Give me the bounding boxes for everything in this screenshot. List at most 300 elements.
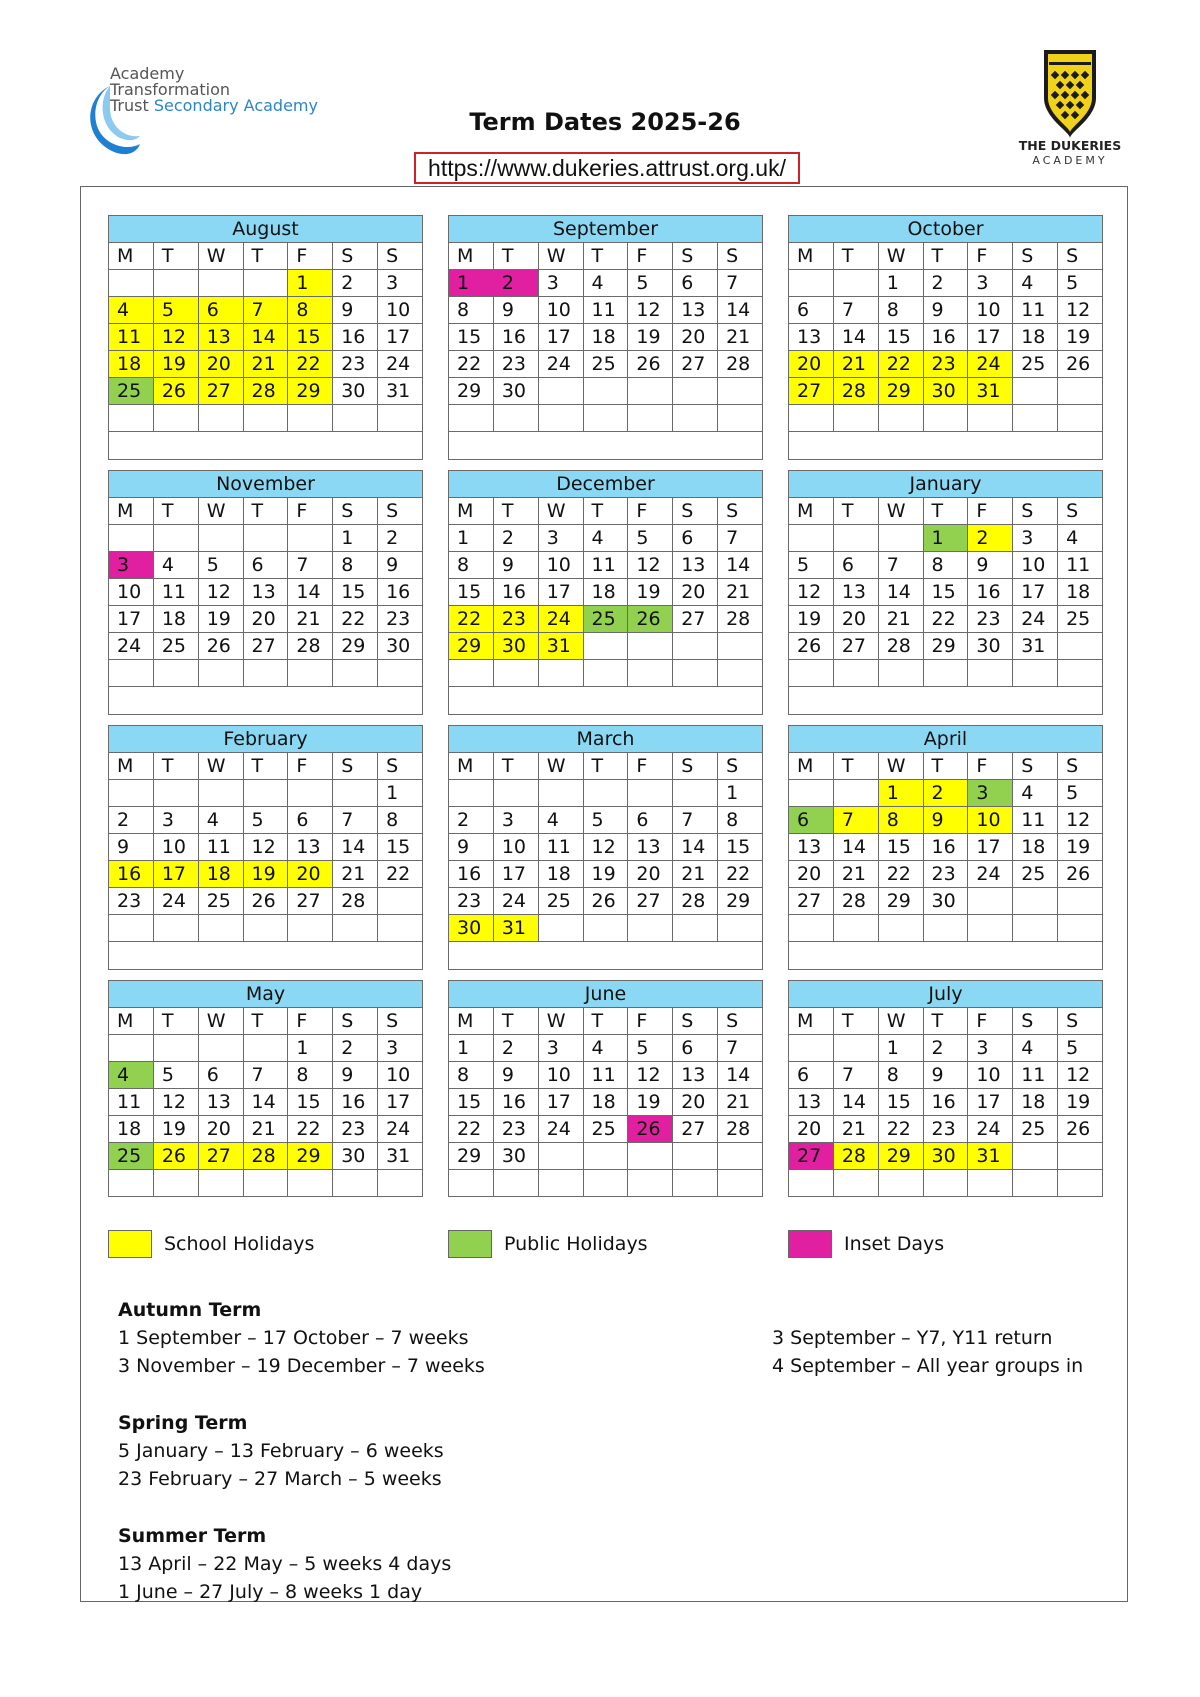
logo-line-2: Transformation	[110, 80, 231, 99]
day-cell: 2	[968, 525, 1013, 552]
day-cell: 24	[1013, 606, 1058, 633]
day-cell: 25	[1013, 351, 1058, 378]
day-cell: 17	[968, 1089, 1013, 1116]
day-cell: 15	[923, 579, 968, 606]
day-cell: 29	[878, 888, 923, 915]
legend-swatch-public	[448, 1230, 492, 1258]
weekday-header: W	[538, 498, 583, 525]
empty-cell	[109, 915, 154, 942]
empty-cell	[968, 660, 1013, 687]
day-cell: 25	[583, 1116, 628, 1143]
day-cell: 16	[449, 861, 494, 888]
day-cell: 20	[789, 351, 834, 378]
day-cell: 3	[109, 552, 154, 579]
day-cell: 21	[833, 1116, 878, 1143]
day-cell: 5	[583, 807, 628, 834]
day-cell: 22	[718, 861, 763, 888]
empty-cell	[153, 660, 198, 687]
day-cell: 2	[333, 1035, 378, 1062]
empty-cell	[153, 525, 198, 552]
day-cell: 7	[333, 807, 378, 834]
weekday-header: M	[789, 498, 834, 525]
weekday-header: M	[449, 1008, 494, 1035]
day-cell: 22	[449, 351, 494, 378]
day-cell: 31	[538, 633, 583, 660]
weekday-header: T	[583, 498, 628, 525]
empty-cell	[878, 660, 923, 687]
day-cell: 1	[878, 1035, 923, 1062]
empty-cell	[153, 270, 198, 297]
empty-cell	[583, 1170, 628, 1197]
day-cell: 29	[449, 378, 494, 405]
month-march	[448, 725, 763, 970]
month-table	[108, 980, 423, 1197]
day-cell: 9	[333, 297, 378, 324]
empty-cell	[789, 1035, 834, 1062]
weekday-header: S	[378, 1008, 423, 1035]
day-cell: 2	[493, 270, 538, 297]
day-cell: 5	[1058, 1035, 1103, 1062]
day-cell: 14	[243, 324, 288, 351]
month-table	[108, 215, 423, 460]
day-cell: 5	[628, 270, 673, 297]
empty-cell	[1058, 660, 1103, 687]
day-cell: 13	[288, 834, 333, 861]
spacer-row	[449, 942, 763, 970]
summer-term-heading: Summer Term	[118, 1525, 267, 1547]
empty-cell	[243, 1170, 288, 1197]
day-cell: 19	[628, 324, 673, 351]
day-cell: 16	[923, 834, 968, 861]
month-table	[448, 470, 763, 715]
day-cell: 1	[288, 1035, 333, 1062]
day-cell: 3	[378, 1035, 423, 1062]
empty-cell	[198, 405, 243, 432]
day-cell: 7	[718, 270, 763, 297]
day-cell: 18	[198, 861, 243, 888]
weekday-header: W	[198, 1008, 243, 1035]
day-cell: 14	[878, 579, 923, 606]
weekday-header: F	[968, 243, 1013, 270]
summer-term-line-1: 13 April – 22 May – 5 weeks 4 days	[118, 1553, 452, 1575]
day-cell: 4	[1058, 525, 1103, 552]
empty-cell	[833, 270, 878, 297]
day-cell: 4	[583, 1035, 628, 1062]
month-table	[448, 725, 763, 970]
empty-cell	[198, 780, 243, 807]
day-cell: 31	[968, 378, 1013, 405]
day-cell: 9	[923, 807, 968, 834]
day-cell: 4	[583, 525, 628, 552]
empty-cell	[718, 405, 763, 432]
weekday-header: F	[628, 243, 673, 270]
day-cell: 27	[198, 378, 243, 405]
day-cell: 22	[449, 1116, 494, 1143]
empty-cell	[718, 633, 763, 660]
empty-cell	[833, 1035, 878, 1062]
empty-cell	[628, 660, 673, 687]
spacer-row	[109, 432, 423, 460]
day-cell: 15	[449, 324, 494, 351]
weekday-header: M	[109, 243, 154, 270]
day-cell: 19	[1058, 324, 1103, 351]
empty-cell	[378, 888, 423, 915]
weekday-header: S	[1013, 243, 1058, 270]
empty-cell	[198, 1035, 243, 1062]
school-url-link[interactable]: https://www.dukeries.attrust.org.uk/	[414, 152, 800, 184]
empty-cell	[493, 660, 538, 687]
day-cell: 27	[673, 1116, 718, 1143]
empty-cell	[288, 525, 333, 552]
day-cell: 17	[538, 324, 583, 351]
day-cell: 8	[288, 1062, 333, 1089]
month-january	[788, 470, 1103, 715]
day-cell: 13	[243, 579, 288, 606]
summer-term-line-2: 1 June – 27 July – 8 weeks 1 day	[118, 1581, 423, 1603]
empty-cell	[153, 405, 198, 432]
day-cell: 10	[493, 834, 538, 861]
day-cell: 26	[583, 888, 628, 915]
day-cell: 27	[673, 606, 718, 633]
day-cell: 28	[243, 1143, 288, 1170]
day-cell: 21	[243, 1116, 288, 1143]
weekday-header: M	[449, 243, 494, 270]
empty-cell	[288, 1170, 333, 1197]
day-cell: 21	[333, 861, 378, 888]
day-cell: 14	[673, 834, 718, 861]
empty-cell	[628, 1170, 673, 1197]
month-name: March	[449, 726, 763, 753]
weekday-header: T	[243, 498, 288, 525]
day-cell: 5	[153, 297, 198, 324]
day-cell: 9	[493, 297, 538, 324]
day-cell: 4	[153, 552, 198, 579]
empty-cell	[673, 1170, 718, 1197]
weekday-header: F	[628, 1008, 673, 1035]
autumn-term-heading: Autumn Term	[118, 1299, 262, 1321]
day-cell: 20	[673, 1089, 718, 1116]
empty-cell	[789, 525, 834, 552]
day-cell: 15	[333, 579, 378, 606]
crest-subtitle: ACADEMY	[1032, 154, 1108, 167]
day-cell: 26	[1058, 1116, 1103, 1143]
weekday-header: T	[493, 498, 538, 525]
day-cell: 12	[198, 579, 243, 606]
day-cell: 9	[923, 1062, 968, 1089]
day-cell: 12	[628, 1062, 673, 1089]
weekday-header: M	[449, 498, 494, 525]
empty-cell	[718, 378, 763, 405]
day-cell: 12	[789, 579, 834, 606]
day-cell: 4	[1013, 1035, 1058, 1062]
legend-label-school: School Holidays	[164, 1233, 315, 1255]
weekday-header: F	[968, 498, 1013, 525]
day-cell: 17	[538, 579, 583, 606]
month-may	[108, 980, 423, 1197]
day-cell: 21	[718, 1089, 763, 1116]
empty-cell	[673, 1143, 718, 1170]
empty-cell	[718, 1170, 763, 1197]
day-cell: 18	[1013, 1089, 1058, 1116]
day-cell: 11	[583, 1062, 628, 1089]
weekday-header: S	[1058, 243, 1103, 270]
day-cell: 21	[673, 861, 718, 888]
day-cell: 6	[789, 807, 834, 834]
day-cell: 5	[628, 525, 673, 552]
day-cell: 24	[538, 351, 583, 378]
empty-cell	[1058, 915, 1103, 942]
autumn-term-line-1: 1 September – 17 October – 7 weeks	[118, 1327, 469, 1349]
day-cell: 28	[673, 888, 718, 915]
day-cell: 12	[628, 552, 673, 579]
empty-cell	[968, 1170, 1013, 1197]
day-cell: 21	[718, 579, 763, 606]
day-cell: 28	[833, 378, 878, 405]
empty-cell	[153, 1035, 198, 1062]
day-cell: 29	[449, 1143, 494, 1170]
day-cell: 4	[109, 1062, 154, 1089]
empty-cell	[198, 270, 243, 297]
empty-cell	[1058, 378, 1103, 405]
empty-cell	[789, 780, 834, 807]
month-december	[448, 470, 763, 715]
empty-cell	[923, 660, 968, 687]
day-cell: 24	[378, 351, 423, 378]
day-cell: 9	[449, 834, 494, 861]
day-cell: 17	[378, 1089, 423, 1116]
day-cell: 31	[968, 1143, 1013, 1170]
empty-cell	[878, 915, 923, 942]
day-cell: 2	[449, 807, 494, 834]
day-cell: 29	[333, 633, 378, 660]
day-cell: 2	[493, 525, 538, 552]
day-cell: 3	[968, 270, 1013, 297]
day-cell: 16	[923, 324, 968, 351]
spacer-row	[109, 687, 423, 715]
day-cell: 7	[833, 1062, 878, 1089]
month-name: October	[789, 216, 1103, 243]
empty-cell	[923, 915, 968, 942]
day-cell: 6	[198, 297, 243, 324]
day-cell: 1	[378, 780, 423, 807]
month-table	[788, 980, 1103, 1197]
empty-cell	[333, 660, 378, 687]
day-cell: 11	[109, 324, 154, 351]
weekday-header: S	[718, 1008, 763, 1035]
empty-cell	[109, 1035, 154, 1062]
day-cell: 15	[878, 324, 923, 351]
spacer-row	[109, 942, 423, 970]
empty-cell	[789, 270, 834, 297]
day-cell: 30	[449, 915, 494, 942]
day-cell: 26	[153, 1143, 198, 1170]
weekday-header: W	[198, 243, 243, 270]
empty-cell	[628, 915, 673, 942]
empty-cell	[288, 915, 333, 942]
day-cell: 23	[923, 351, 968, 378]
day-cell: 10	[968, 1062, 1013, 1089]
empty-cell	[968, 915, 1013, 942]
weekday-header: T	[243, 243, 288, 270]
day-cell: 20	[673, 324, 718, 351]
day-cell: 12	[1058, 297, 1103, 324]
day-cell: 27	[789, 378, 834, 405]
empty-cell	[833, 780, 878, 807]
empty-cell	[718, 1143, 763, 1170]
month-june	[448, 980, 763, 1197]
weekday-header: T	[493, 753, 538, 780]
day-cell: 11	[583, 552, 628, 579]
day-cell: 5	[153, 1062, 198, 1089]
day-cell: 15	[288, 1089, 333, 1116]
empty-cell	[1058, 1170, 1103, 1197]
weekday-header: M	[789, 1008, 834, 1035]
weekday-header: T	[243, 1008, 288, 1035]
day-cell: 1	[449, 525, 494, 552]
day-cell: 8	[718, 807, 763, 834]
day-cell: 30	[333, 378, 378, 405]
day-cell: 7	[288, 552, 333, 579]
spring-term-line-1: 5 January – 13 February – 6 weeks	[118, 1440, 444, 1462]
empty-cell	[789, 660, 834, 687]
empty-cell	[493, 1170, 538, 1197]
empty-cell	[1013, 405, 1058, 432]
empty-cell	[833, 525, 878, 552]
empty-cell	[583, 660, 628, 687]
day-cell: 22	[878, 351, 923, 378]
day-cell: 24	[109, 633, 154, 660]
weekday-header: M	[109, 498, 154, 525]
day-cell: 2	[923, 1035, 968, 1062]
day-cell: 18	[583, 324, 628, 351]
logo-word-trust: Trust	[110, 96, 149, 115]
day-cell: 23	[968, 606, 1013, 633]
day-cell: 10	[1013, 552, 1058, 579]
day-cell: 20	[833, 606, 878, 633]
day-cell: 23	[109, 888, 154, 915]
day-cell: 26	[628, 351, 673, 378]
day-cell: 18	[109, 1116, 154, 1143]
empty-cell	[288, 780, 333, 807]
day-cell: 1	[878, 270, 923, 297]
day-cell: 30	[493, 378, 538, 405]
empty-cell	[968, 405, 1013, 432]
day-cell: 9	[378, 552, 423, 579]
day-cell: 16	[493, 579, 538, 606]
weekday-header: S	[1013, 498, 1058, 525]
month-name: September	[449, 216, 763, 243]
month-name: July	[789, 981, 1103, 1008]
day-cell: 13	[833, 579, 878, 606]
day-cell: 17	[968, 324, 1013, 351]
day-cell: 1	[288, 270, 333, 297]
month-name: June	[449, 981, 763, 1008]
month-october	[788, 215, 1103, 460]
day-cell: 6	[673, 270, 718, 297]
day-cell: 3	[153, 807, 198, 834]
day-cell: 16	[923, 1089, 968, 1116]
day-cell: 8	[449, 1062, 494, 1089]
day-cell: 25	[109, 378, 154, 405]
day-cell: 1	[333, 525, 378, 552]
weekday-header: T	[923, 1008, 968, 1035]
day-cell: 16	[109, 861, 154, 888]
autumn-term-line-2: 3 November – 19 December – 7 weeks	[118, 1355, 485, 1377]
weekday-header: F	[288, 753, 333, 780]
empty-cell	[628, 780, 673, 807]
weekday-header: T	[583, 243, 628, 270]
day-cell: 22	[288, 351, 333, 378]
empty-cell	[789, 915, 834, 942]
day-cell: 16	[493, 324, 538, 351]
weekday-header: W	[538, 753, 583, 780]
day-cell: 17	[153, 861, 198, 888]
month-table	[448, 215, 763, 460]
empty-cell	[1058, 405, 1103, 432]
day-cell: 14	[718, 297, 763, 324]
empty-cell	[243, 660, 288, 687]
empty-cell	[109, 660, 154, 687]
empty-cell	[109, 1170, 154, 1197]
month-name: November	[109, 471, 423, 498]
day-cell: 15	[288, 324, 333, 351]
day-cell: 5	[789, 552, 834, 579]
weekday-header: F	[968, 1008, 1013, 1035]
empty-cell	[288, 405, 333, 432]
empty-cell	[1058, 1143, 1103, 1170]
day-cell: 3	[538, 1035, 583, 1062]
day-cell: 7	[718, 525, 763, 552]
empty-cell	[923, 1170, 968, 1197]
day-cell: 11	[538, 834, 583, 861]
day-cell: 14	[833, 1089, 878, 1116]
day-cell: 4	[1013, 270, 1058, 297]
logo-line-1: Academy	[110, 64, 185, 83]
day-cell: 6	[198, 1062, 243, 1089]
weekday-header: T	[833, 498, 878, 525]
day-cell: 22	[449, 606, 494, 633]
day-cell: 5	[243, 807, 288, 834]
month-name: August	[109, 216, 423, 243]
day-cell: 14	[833, 324, 878, 351]
day-cell: 25	[1058, 606, 1103, 633]
empty-cell	[673, 378, 718, 405]
month-name: April	[789, 726, 1103, 753]
weekday-header: W	[538, 1008, 583, 1035]
day-cell: 28	[718, 1116, 763, 1143]
weekday-header: S	[1013, 1008, 1058, 1035]
day-cell: 19	[153, 1116, 198, 1143]
day-cell: 6	[673, 1035, 718, 1062]
day-cell: 30	[968, 633, 1013, 660]
day-cell: 5	[628, 1035, 673, 1062]
day-cell: 8	[878, 1062, 923, 1089]
empty-cell	[153, 1170, 198, 1197]
day-cell: 9	[923, 297, 968, 324]
day-cell: 9	[968, 552, 1013, 579]
day-cell: 18	[538, 861, 583, 888]
empty-cell	[198, 525, 243, 552]
empty-cell	[198, 915, 243, 942]
day-cell: 8	[333, 552, 378, 579]
weekday-header: T	[923, 753, 968, 780]
day-cell: 18	[583, 579, 628, 606]
day-cell: 18	[1013, 324, 1058, 351]
empty-cell	[1013, 888, 1058, 915]
day-cell: 31	[378, 378, 423, 405]
weekday-header: S	[1058, 1008, 1103, 1035]
day-cell: 31	[1013, 633, 1058, 660]
